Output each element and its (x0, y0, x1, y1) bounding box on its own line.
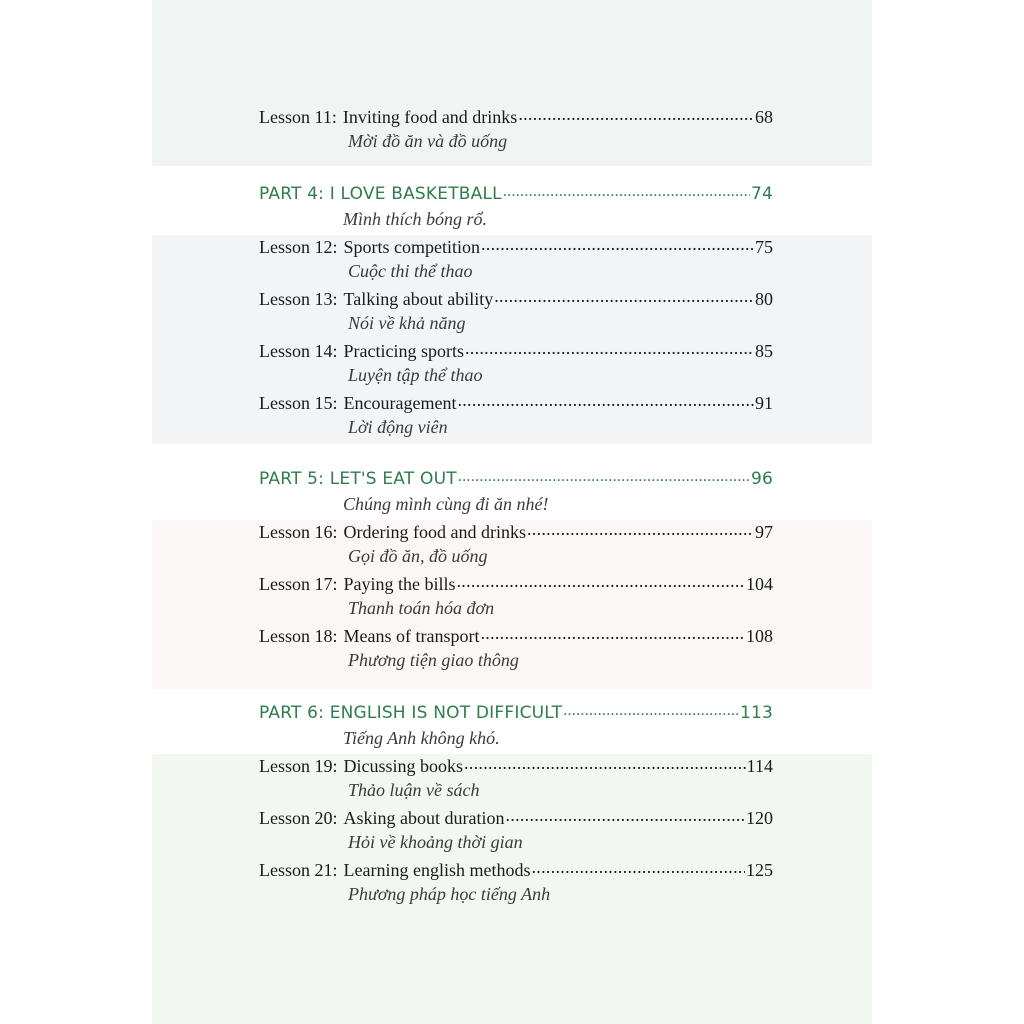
leader-dots (480, 624, 745, 642)
lesson-label: Lesson 15: (259, 393, 338, 413)
lesson-title: Practicing sports (343, 341, 464, 361)
part-title: PART 5: LET'S EAT OUT (259, 469, 457, 489)
lesson-title: Inviting food and drinks (342, 107, 518, 127)
page-number: 120 (746, 808, 773, 828)
leader-dots (531, 858, 745, 876)
leader-dots (518, 105, 754, 123)
page-number: 97 (755, 522, 773, 542)
lesson-label: Lesson 20: (259, 808, 338, 828)
lesson-subtitle: Nói về khả năng (348, 313, 466, 333)
leader-dots (563, 701, 739, 718)
book-page (152, 0, 872, 1024)
page-number: 91 (755, 393, 773, 413)
part-title: PART 6: ENGLISH IS NOT DIFFICULT (259, 703, 563, 723)
lesson-title: Encouragement (343, 393, 457, 413)
leader-dots (465, 339, 754, 357)
page-number: 108 (746, 626, 773, 646)
part-title: PART 4: I LOVE BASKETBALL (259, 184, 502, 204)
page-number: 85 (755, 341, 773, 361)
lesson-subtitle: Hỏi về khoảng thời gian (348, 832, 523, 852)
lesson-label: Lesson 16: (259, 522, 338, 542)
lesson-subtitle: Thanh toán hóa đơn (348, 598, 495, 618)
leader-dots (505, 806, 745, 824)
lesson-subtitle: Thảo luận về sách (348, 780, 480, 800)
page-number: 74 (750, 184, 773, 204)
lesson-title: Sports competition (343, 237, 480, 257)
lesson-title: Asking about duration (343, 808, 505, 828)
lesson-label: Lesson 21: (259, 860, 338, 880)
page-number: 113 (739, 703, 773, 723)
page-number: 96 (750, 469, 773, 489)
lesson-subtitle: Phương pháp học tiếng Anh (348, 884, 551, 904)
lesson-subtitle: Lời động viên (348, 417, 448, 437)
section-background-part-3 (152, 0, 872, 166)
lesson-subtitle: Phương tiện giao thông (348, 650, 519, 670)
leader-dots (481, 235, 754, 253)
lesson-label: Lesson 12: (259, 237, 338, 257)
page-number: 114 (746, 756, 773, 776)
page-number: 68 (755, 107, 773, 127)
lesson-subtitle: Gọi đồ ăn, đồ uống (348, 546, 488, 566)
lesson-title: Means of transport (343, 626, 480, 646)
page-number: 80 (755, 289, 773, 309)
lesson-title: Dicussing books (343, 756, 464, 776)
page-number: 75 (755, 237, 773, 257)
part-subtitle: Chúng mình cùng đi ăn nhé! (343, 494, 549, 514)
leader-dots (458, 467, 750, 484)
lesson-label: Lesson 19: (259, 756, 338, 776)
lesson-title: Paying the bills (343, 574, 456, 594)
leader-dots (503, 182, 750, 199)
lesson-label: Lesson 11: (259, 107, 337, 127)
lesson-label: Lesson 13: (259, 289, 338, 309)
leader-dots (457, 572, 746, 590)
part-subtitle: Tiếng Anh không khó. (343, 728, 500, 748)
lesson-title: Talking about ability (343, 289, 494, 309)
lesson-subtitle: Mời đồ ăn và đồ uống (348, 131, 508, 151)
leader-dots (494, 287, 754, 305)
lesson-title: Learning english methods (343, 860, 531, 880)
lesson-label: Lesson 18: (259, 626, 338, 646)
lesson-label: Lesson 14: (259, 341, 338, 361)
leader-dots (457, 391, 754, 409)
lesson-title: Ordering food and drinks (343, 522, 526, 542)
lesson-label: Lesson 17: (259, 574, 338, 594)
page-number: 104 (746, 574, 773, 594)
leader-dots (527, 520, 754, 538)
leader-dots (464, 754, 746, 772)
lesson-subtitle: Cuộc thi thể thao (348, 261, 473, 281)
page-number: 125 (746, 860, 773, 880)
lesson-subtitle: Luyện tập thể thao (348, 365, 483, 385)
part-subtitle: Mình thích bóng rổ. (343, 209, 487, 229)
